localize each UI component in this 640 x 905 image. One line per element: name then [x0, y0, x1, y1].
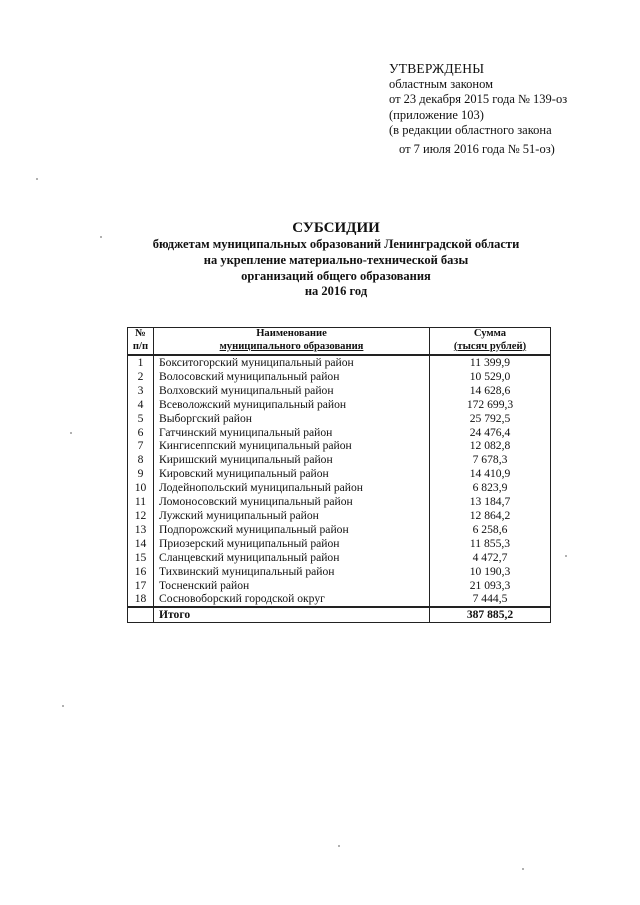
table-row — [128, 551, 551, 565]
approval-heading: УТВЕРЖДЕНЫ — [389, 61, 485, 76]
table-row — [128, 592, 551, 607]
municipality-name: Кингисеппский муниципальный район — [154, 439, 430, 453]
subsidy-amount: 10 190,3 — [430, 565, 551, 579]
row-number: 18 — [128, 592, 154, 607]
header-name-line1: Наименование — [256, 328, 327, 339]
table-row — [128, 565, 551, 579]
scan-speck — [338, 845, 340, 847]
table-row — [128, 398, 551, 412]
subsidy-amount: 24 476,4 — [430, 426, 551, 440]
municipality-name: Гатчинский муниципальный район — [154, 426, 430, 440]
subsidy-amount: 4 472,7 — [430, 551, 551, 565]
header-sum-line2: (тысяч рублей) — [453, 340, 527, 352]
municipality-name: Кировский муниципальный район — [154, 467, 430, 481]
subsidy-amount: 14 410,9 — [430, 467, 551, 481]
header-sum — [430, 328, 551, 356]
scan-speck — [100, 236, 102, 238]
subsidy-amount: 7 678,3 — [430, 453, 551, 467]
title-line-3: организаций общего образования — [241, 268, 431, 283]
subsidy-amount: 6 258,6 — [430, 523, 551, 537]
scan-speck — [36, 178, 38, 180]
scan-speck — [62, 705, 64, 707]
municipality-name: Тосненский район — [154, 579, 430, 593]
table-row — [128, 495, 551, 509]
table-row — [128, 523, 551, 537]
total-label: Итого — [154, 607, 430, 622]
scan-speck — [522, 868, 524, 870]
header-sum-line1: Сумма — [473, 328, 507, 339]
table-row — [128, 467, 551, 481]
subsidy-amount: 21 093,3 — [430, 579, 551, 593]
row-number: 11 — [128, 495, 154, 509]
approval-line-edition-date: от 7 июля 2016 года № 51-оз) — [399, 141, 555, 156]
total-row — [128, 607, 551, 622]
title-main: СУБСИДИИ — [292, 220, 380, 236]
municipality-name: Тихвинский муниципальный район — [154, 565, 430, 579]
header-name-line2: муниципального образования — [219, 340, 364, 352]
approval-line-date: от 23 декабря 2015 года № 139-оз — [389, 92, 568, 106]
subsidy-amount: 172 699,3 — [430, 398, 551, 412]
subsidy-amount: 25 792,5 — [430, 412, 551, 426]
title-line-2: на укрепление материально-технической базы — [203, 252, 469, 267]
total-number-cell — [128, 607, 154, 622]
header-number — [128, 328, 154, 356]
document-title — [0, 219, 640, 300]
row-number: 3 — [128, 384, 154, 398]
subsidy-amount: 6 823,9 — [430, 481, 551, 495]
subsidy-amount: 11 399,9 — [430, 355, 551, 370]
approval-line-appendix: (приложение 103) — [389, 107, 484, 122]
subsidy-amount: 11 855,3 — [430, 537, 551, 551]
approval-line-edition: (в редакции областного закона — [389, 123, 552, 137]
municipality-name: Бокситогорский муниципальный район — [154, 355, 430, 370]
row-number: 4 — [128, 398, 154, 412]
subsidy-amount: 12 082,8 — [430, 439, 551, 453]
row-number: 9 — [128, 467, 154, 481]
subsidy-amount: 13 184,7 — [430, 495, 551, 509]
table-row — [128, 355, 551, 370]
municipality-name: Лужский муниципальный район — [154, 509, 430, 523]
subsidies-table — [127, 327, 551, 623]
row-number: 1 — [128, 355, 154, 370]
row-number: 8 — [128, 453, 154, 467]
row-number: 5 — [128, 412, 154, 426]
table-row — [128, 537, 551, 551]
row-number: 14 — [128, 537, 154, 551]
title-line-1: бюджетам муниципальных образований Ленинградской области — [152, 237, 520, 251]
table-row — [128, 579, 551, 593]
municipality-name: Подпорожский муниципальный район — [154, 523, 430, 537]
title-line-4: на 2016 год — [304, 284, 368, 299]
table-row — [128, 412, 551, 426]
scan-speck — [565, 555, 567, 557]
municipality-name: Приозерский муниципальный район — [154, 537, 430, 551]
row-number: 16 — [128, 565, 154, 579]
municipality-name: Выборгский район — [154, 412, 430, 426]
header-name — [154, 328, 430, 356]
subsidy-amount: 14 628,6 — [430, 384, 551, 398]
municipality-name: Киришский муниципальный район — [154, 453, 430, 467]
table-row — [128, 481, 551, 495]
approval-stamp — [389, 61, 567, 157]
row-number: 10 — [128, 481, 154, 495]
table-row — [128, 426, 551, 440]
municipality-name: Сланцевский муниципальный район — [154, 551, 430, 565]
municipality-name: Ломоносовский муниципальный район — [154, 495, 430, 509]
row-number: 15 — [128, 551, 154, 565]
header-number-line1: № — [135, 328, 146, 339]
header-number-line2: п/п — [132, 340, 149, 352]
row-number: 7 — [128, 439, 154, 453]
table-row — [128, 509, 551, 523]
row-number: 17 — [128, 579, 154, 593]
scan-speck — [70, 432, 72, 434]
approval-line-law: областным законом — [389, 76, 494, 91]
table-row — [128, 439, 551, 453]
table-row — [128, 453, 551, 467]
subsidy-amount: 7 444,5 — [430, 592, 551, 607]
municipality-name: Всеволожский муниципальный район — [154, 398, 430, 412]
municipality-name: Сосновоборский городской округ — [154, 592, 430, 607]
row-number: 6 — [128, 426, 154, 440]
row-number: 12 — [128, 509, 154, 523]
subsidy-amount: 12 864,2 — [430, 509, 551, 523]
subsidy-amount: 10 529,0 — [430, 370, 551, 384]
table-header-row — [128, 328, 551, 356]
municipality-name: Волосовский муниципальный район — [154, 370, 430, 384]
row-number: 2 — [128, 370, 154, 384]
municipality-name: Лодейнопольский муниципальный район — [154, 481, 430, 495]
row-number: 13 — [128, 523, 154, 537]
total-sum: 387 885,2 — [430, 607, 551, 622]
table-row — [128, 370, 551, 384]
municipality-name: Волховский муниципальный район — [154, 384, 430, 398]
table-row — [128, 384, 551, 398]
